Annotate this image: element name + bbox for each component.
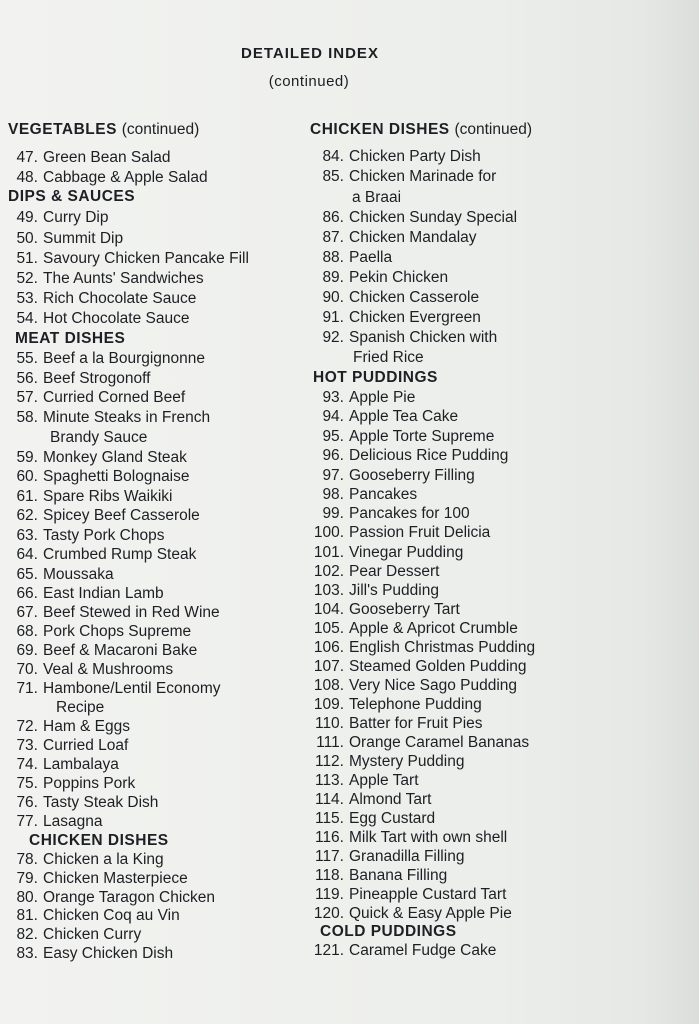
index-entry: 52. The Aunts' Sandwiches [16, 270, 204, 287]
index-entry: 106. English Christmas Pudding [313, 639, 536, 656]
index-entry: 89. Pekin Chicken [322, 269, 449, 286]
index-entry: 95. Apple Torte Supreme [322, 428, 495, 445]
index-entry: 68. Pork Chops Supreme [16, 623, 192, 640]
index-entry-continuation: Brandy Sauce [50, 429, 148, 446]
section-heading-chicken-dishes: CHICKEN DISHES [29, 832, 169, 849]
index-entry: 65. Moussaka [16, 566, 114, 583]
index-entry: 78. Chicken a la King [16, 851, 164, 868]
index-entry: 91. Chicken Evergreen [322, 309, 481, 326]
index-entry: 90. Chicken Casserole [322, 289, 480, 306]
index-entry-continuation: Fried Rice [353, 349, 424, 366]
index-entry: 98. Pancakes [322, 486, 418, 503]
index-entry: 109. Telephone Pudding [313, 696, 482, 713]
index-entry: 63. Tasty Pork Chops [16, 527, 165, 544]
index-entry: 72. Ham & Eggs [16, 718, 131, 735]
index-entry: 107. Steamed Golden Pudding [313, 658, 527, 675]
index-entry: 58. Minute Steaks in French [16, 409, 211, 426]
index-entry: 56. Beef Strogonoff [16, 370, 151, 387]
index-entry: 94. Apple Tea Cake [322, 408, 459, 425]
index-entry: 82. Chicken Curry [16, 926, 142, 943]
index-entry: 117. Granadilla Filling [314, 848, 465, 865]
index-entry: 62. Spicey Beef Casserole [16, 507, 200, 524]
index-entry: 74. Lambalaya [16, 756, 119, 773]
section-heading-chicken-dishes-continued: CHICKEN DISHES (continued) [310, 121, 532, 138]
index-entry: 96. Delicious Rice Pudding [322, 447, 509, 464]
index-entry: 93. Apple Pie [322, 389, 416, 406]
index-entry: 86. Chicken Sunday Special [322, 209, 518, 226]
index-entry: 118. Banana Filling [314, 867, 448, 884]
index-entry-continuation: a Braai [352, 189, 402, 206]
index-entry: 60. Spaghetti Bolognaise [16, 468, 190, 485]
index-entry: 112. Mystery Pudding [314, 753, 465, 770]
index-entry: 97. Gooseberry Filling [322, 467, 475, 484]
page-subtitle: (continued) [268, 73, 350, 90]
section-heading-vegetables: VEGETABLES (continued) [8, 121, 200, 138]
index-entry: 101. Vinegar Pudding [313, 544, 464, 561]
index-entry: 70. Veal & Mushrooms [16, 661, 174, 678]
index-entry: 116. Milk Tart with own shell [314, 829, 508, 846]
index-entry: 121. Caramel Fudge Cake [313, 942, 497, 959]
index-entry: 115. Egg Custard [314, 810, 436, 827]
index-entry: 79. Chicken Masterpiece [16, 870, 188, 887]
index-entry: 102. Pear Dessert [313, 563, 440, 580]
index-entry: 57. Curried Corned Beef [16, 389, 186, 406]
index-entry: 83. Easy Chicken Dish [16, 945, 174, 962]
index-entry: 104. Gooseberry Tart [313, 601, 460, 618]
index-entry: 61. Spare Ribs Waikiki [16, 488, 173, 505]
index-entry: 113. Apple Tart [314, 772, 419, 789]
index-entry: 114. Almond Tart [314, 791, 432, 808]
index-entry-continuation: Recipe [56, 699, 105, 716]
index-entry: 77. Lasagna [16, 813, 103, 830]
section-heading-hot-puddings: HOT PUDDINGS [313, 369, 438, 386]
index-entry: 66. East Indian Lamb [16, 585, 164, 602]
index-entry: 54. Hot Chocolate Sauce [16, 310, 190, 327]
index-entry: 99. Pancakes for 100 [322, 505, 470, 522]
index-entry: 92. Spanish Chicken with [322, 329, 498, 346]
index-entry: 84. Chicken Party Dish [322, 148, 481, 165]
index-entry: 73. Curried Loaf [16, 737, 129, 754]
section-heading-dips-sauces: DIPS & SAUCES [8, 188, 136, 205]
index-entry: 100. Passion Fruit Delicia [313, 524, 491, 541]
index-entry: 51. Savoury Chicken Pancake Fill [16, 250, 249, 267]
index-entry: 69. Beef & Macaroni Bake [16, 642, 198, 659]
index-entry: 47. Green Bean Salad [16, 149, 171, 166]
index-entry: 119. Pineapple Custard Tart [314, 886, 507, 903]
index-entry: 120. Quick & Easy Apple Pie [313, 905, 512, 922]
index-entry: 111. Orange Caramel Bananas [316, 734, 530, 751]
index-entry: 75. Poppins Pork [16, 775, 136, 792]
page-title: DETAILED INDEX [241, 45, 379, 62]
index-entry: 87. Chicken Mandalay [322, 229, 477, 246]
section-heading-cold-puddings: COLD PUDDINGS [320, 923, 457, 940]
index-entry: 53. Rich Chocolate Sauce [16, 290, 197, 307]
index-entry: 80. Orange Taragon Chicken [16, 889, 216, 906]
index-entry: 81. Chicken Coq au Vin [16, 907, 180, 924]
index-entry: 50. Summit Dip [16, 230, 124, 247]
index-entry: 103. Jill's Pudding [313, 582, 439, 599]
index-entry: 88. Paella [322, 249, 393, 266]
index-entry: 76. Tasty Steak Dish [16, 794, 159, 811]
page-edge-shadow [639, 0, 699, 1024]
index-entry: 71. Hambone/Lentil Economy [16, 680, 221, 697]
index-entry: 110. Batter for Fruit Pies [314, 715, 483, 732]
index-entry: 85. Chicken Marinade for [322, 168, 497, 185]
index-entry: 55. Beef a la Bourgignonne [16, 350, 206, 367]
index-entry: 48. Cabbage & Apple Salad [16, 169, 208, 186]
index-entry: 105. Apple & Apricot Crumble [313, 620, 518, 637]
index-entry: 108. Very Nice Sago Pudding [313, 677, 518, 694]
index-entry: 64. Crumbed Rump Steak [16, 546, 197, 563]
index-entry: 49. Curry Dip [16, 209, 109, 226]
index-entry: 67. Beef Stewed in Red Wine [16, 604, 220, 621]
section-heading-meat-dishes: MEAT DISHES [15, 330, 126, 347]
index-entry: 59. Monkey Gland Steak [16, 449, 187, 466]
